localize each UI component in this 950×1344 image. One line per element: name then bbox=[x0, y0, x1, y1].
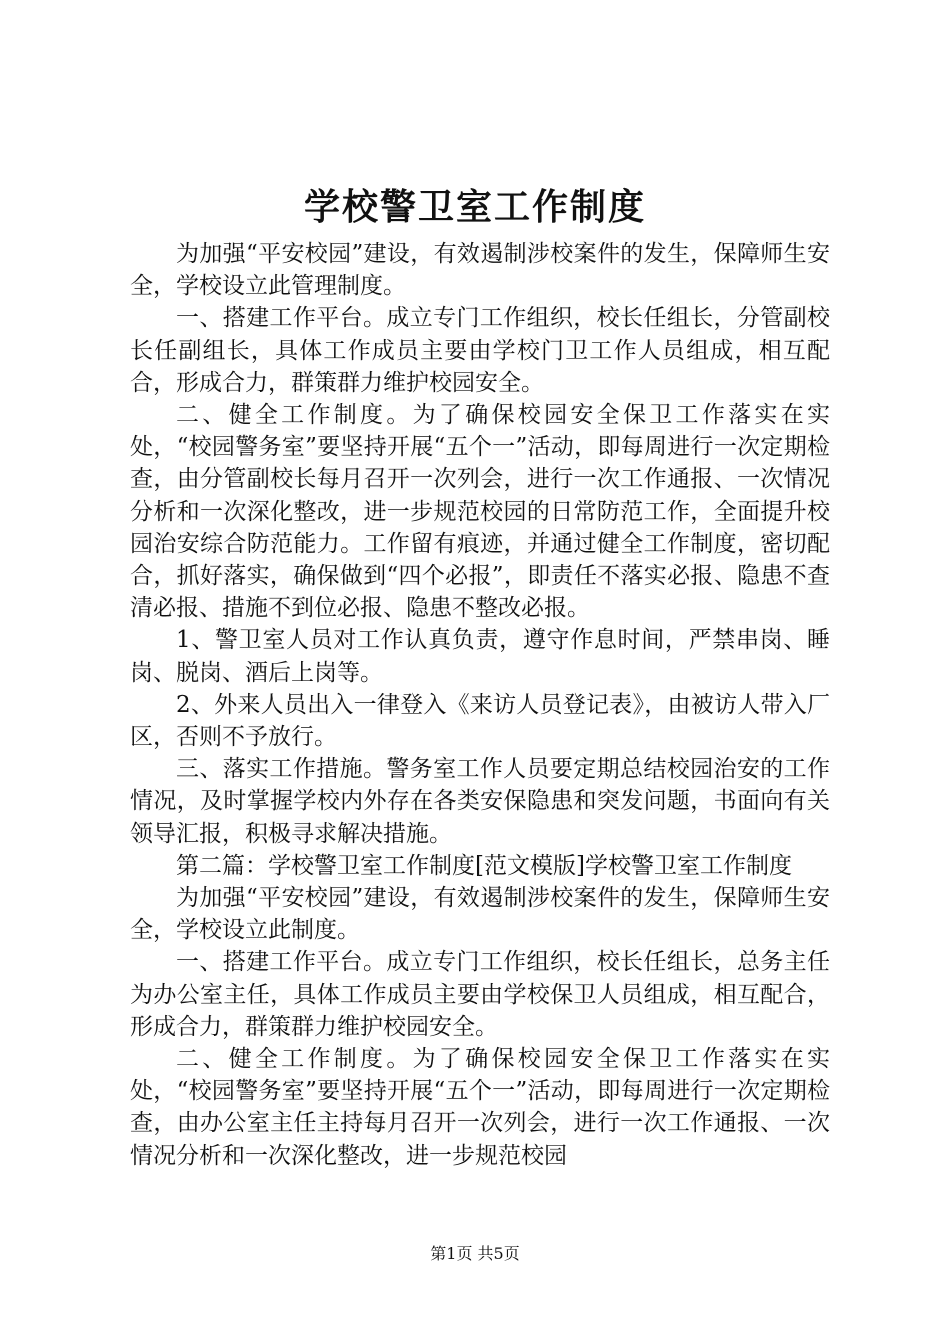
document-title: 学校警卫室工作制度 bbox=[303, 186, 646, 228]
paragraph: 第二篇：学校警卫室工作制度[范文模版]学校警卫室工作制度 bbox=[176, 852, 792, 879]
document-body bbox=[130, 238, 830, 1172]
paragraph: 二、健全工作制度。为了确保校园安全保卫工作落实在实处，“校园警务室”要坚持开展“五个一”活动，即每周进行一次定期检查，由办公室主任主持每月召开一次列会，进行一次工作通报、一次情况分析和一次深化整改，进一步规范校园 bbox=[130, 1046, 830, 1169]
paragraph: 2、外来人员出入一律登入《来访人员登记表》，由被访人带入厂区，否则不予放行。 bbox=[130, 691, 830, 751]
paragraph: 一、搭建工作平台。成立专门工作组织，校长任组长，分管副校长任副组长，具体工作成员主要由学校门卫工作人员组成，相互配合，形成合力，群策群力维护校园安全。 bbox=[130, 305, 830, 396]
paragraph: 为加强“平安校园”建设，有效遏制涉校案件的发生，保障师生安全，学校设立此制度。 bbox=[130, 885, 830, 944]
paragraph: 三、落实工作措施。警务室工作人员要定期总结校园治安的工作情况，及时掌握学校内外存在各类安保隐患和突发问题，书面向有关领导汇报，积极寻求解决措施。 bbox=[130, 756, 830, 847]
paragraph: 二、健全工作制度。为了确保校园安全保卫工作落实在实处，“校园警务室”要坚持开展“五个一”活动，即每周进行一次定期检查，由分管副校长每月召开一次列会，进行一次工作通报、一次情况分析和一次深化整改，进一步规范校园的日常防范工作，全面提升校园治安综合防范能力。工作留有痕迹，并通过健全工作制度，密切配合，抓好落实，确保做到“四个必报”，即责任不落实必报、隐患不查清必报、措施不到位必报、隐患不整改必报。 bbox=[130, 402, 830, 622]
paragraph: 1、警卫室人员对工作认真负责，遵守作息时间，严禁串岗、睡岗、脱岗、酒后上岗等。 bbox=[130, 627, 830, 686]
paragraph: 一、搭建工作平台。成立专门工作组织，校长任组长，总务主任为办公室主任，具体工作成员主要由学校保卫人员组成，相互配合，形成合力，群策群力维护校园安全。 bbox=[130, 949, 830, 1040]
paragraph: 为加强“平安校园”建设，有效遏制涉校案件的发生，保障师生安全，学校设立此管理制度。 bbox=[130, 241, 830, 300]
page-footer: 第1页 共5页 bbox=[430, 1244, 520, 1263]
